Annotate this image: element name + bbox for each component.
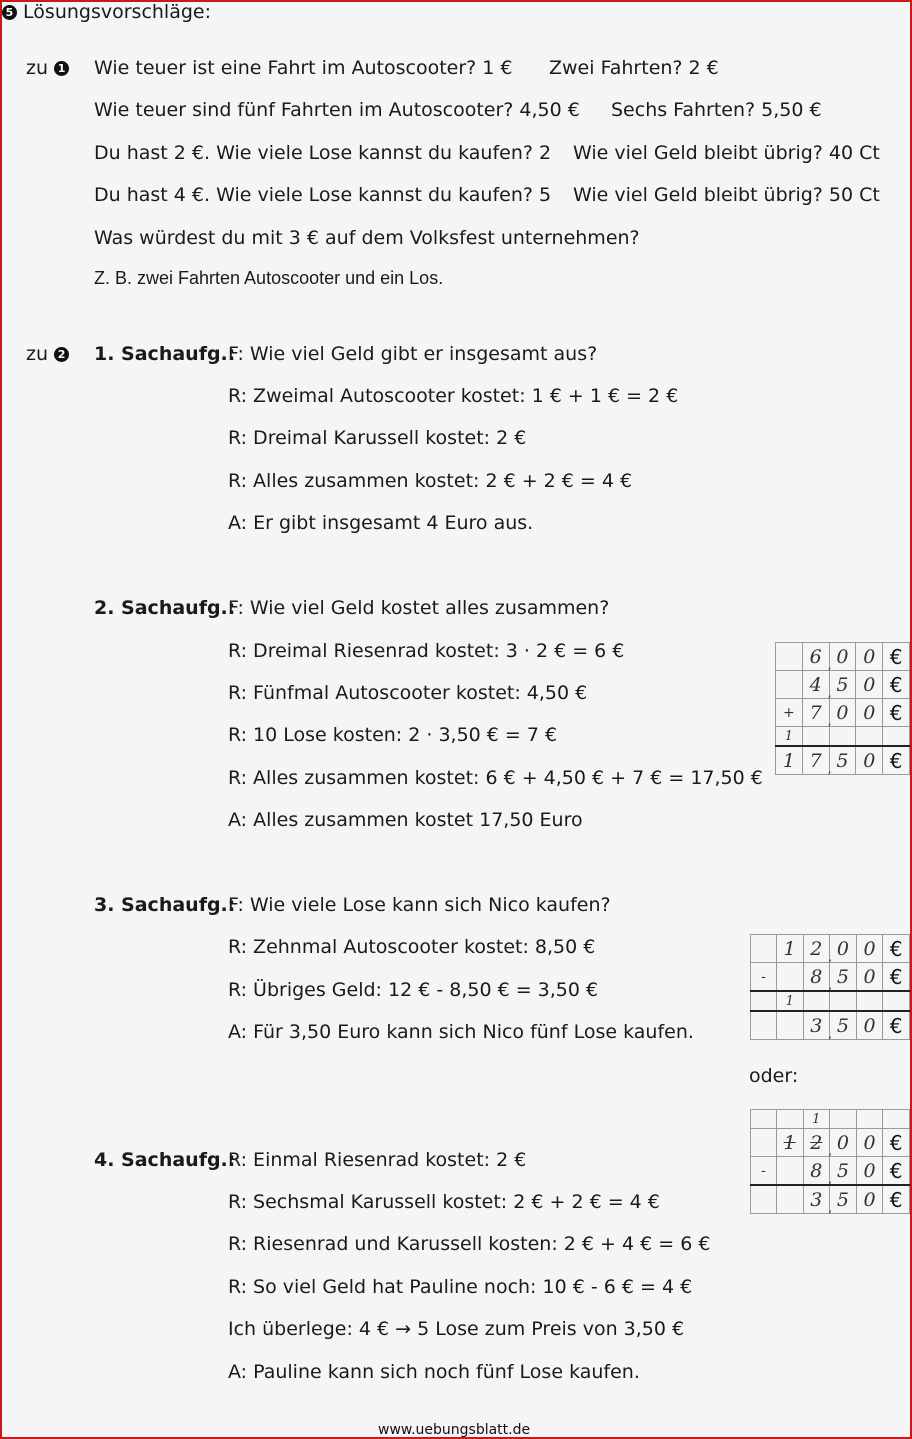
section1-label <box>26 56 69 80</box>
cell <box>776 671 803 699</box>
task1-line-3: R: Dreimal Karussell kostet: 2 € <box>228 427 527 449</box>
subtraction-grid-2 <box>750 1109 910 1214</box>
cell: 0 <box>856 671 883 699</box>
cell <box>751 1129 777 1157</box>
cell <box>776 643 803 671</box>
euro-cell: € <box>883 1185 910 1214</box>
s1-line-2b: Sechs Fahrten? 5,50 € <box>611 99 822 121</box>
cell: 1 <box>776 746 803 775</box>
cell <box>856 1110 883 1129</box>
zu-label: zu <box>26 343 49 365</box>
cell <box>776 1157 803 1186</box>
task3-title: 3. Sachaufg.: <box>94 894 236 916</box>
cell: 5 <box>829 671 856 699</box>
cell: 0 <box>829 699 856 727</box>
cell <box>803 1011 833 1041</box>
s1-line-3: Du hast 2 €. Wie viele Lose kannst du kaufen? 2 <box>94 142 552 164</box>
task4-line-1: R: Einmal Riesenrad kostet: 2 € <box>228 1149 527 1171</box>
comma: , <box>827 686 832 700</box>
comma: , <box>828 1201 833 1215</box>
s1-line-4b: Wie viel Geld bleibt übrig? 50 Ct <box>573 184 880 206</box>
s1-line-1b: Zwei Fahrten? 2 € <box>549 57 719 79</box>
task4-line-4: R: So viel Geld hat Pauline noch: 10 € - 6 € = 4 € <box>228 1276 693 1298</box>
cell: 5 <box>830 963 857 992</box>
cell: 0 <box>830 1129 857 1157</box>
comma: , <box>827 714 832 728</box>
task1-line-2: R: Zweimal Autoscooter kostet: 1 € + 1 € = 2 € <box>228 385 679 407</box>
cell <box>802 699 832 728</box>
cell <box>856 727 883 747</box>
struck-digit: 1 <box>776 1129 803 1157</box>
cell: 0 <box>856 1011 883 1040</box>
cell: 0 <box>856 935 883 963</box>
euro-cell: € <box>883 963 910 992</box>
cell <box>856 991 883 1011</box>
cell <box>776 1110 803 1129</box>
digit: 2 <box>810 1131 823 1154</box>
minus-sign: - <box>751 963 777 992</box>
euro-cell: € <box>883 935 910 963</box>
carry-cell: 1 <box>776 727 803 747</box>
cell <box>803 991 830 1011</box>
cell <box>776 1185 803 1214</box>
cell <box>883 991 910 1011</box>
cell <box>751 991 777 1011</box>
carry-cell: 1 <box>776 991 803 1011</box>
addition-grid <box>775 642 910 775</box>
task2-title: 2. Sachaufg.: <box>94 597 236 619</box>
euro-cell: € <box>883 1157 910 1186</box>
cell: 0 <box>856 1157 883 1186</box>
cell <box>830 991 857 1011</box>
task3-line-3: R: Übriges Geld: 12 € - 8,50 € = 3,50 € <box>228 979 599 1001</box>
cell <box>802 671 832 700</box>
cell <box>802 727 829 747</box>
cell <box>830 1110 857 1129</box>
euro-cell: € <box>883 643 910 671</box>
badge-1: 1 <box>54 61 69 76</box>
heading-text: Lösungsvorschläge: <box>23 1 212 23</box>
section2-label <box>26 342 69 366</box>
cell <box>776 1011 803 1040</box>
cell: 0 <box>856 963 883 992</box>
cell: 0 <box>830 935 857 963</box>
task2-line-5: R: Alles zusammen kostet: 6 € + 4,50 € + 7 € = 17,50 € <box>228 767 763 789</box>
task4-title: 4. Sachaufg.: <box>94 1149 236 1171</box>
comma: , <box>827 762 832 776</box>
cell <box>883 727 910 747</box>
task2-line-1: F: Wie viel Geld kostet alles zusammen? <box>228 597 610 619</box>
badge-2: 2 <box>54 347 69 362</box>
task3-line-1: F: Wie viele Lose kann sich Nico kaufen? <box>228 894 611 916</box>
cell: 5 <box>830 1011 857 1040</box>
comma: , <box>827 658 832 672</box>
comma: , <box>828 978 833 992</box>
cell: 0 <box>856 1129 883 1157</box>
task2-line-2: R: Dreimal Riesenrad kostet: 3 · 2 € = 6 € <box>228 640 625 662</box>
digit: 3 <box>810 1188 823 1211</box>
digit: 7 <box>809 701 822 724</box>
digit: 2 <box>810 937 823 960</box>
cell: 1 <box>776 935 803 963</box>
s1-line-4: Du hast 4 €. Wie viele Lose kannst du kaufen? 5 <box>94 184 552 206</box>
task2-line-4: R: 10 Lose kosten: 2 · 3,50 € = 7 € <box>228 724 558 746</box>
cell: 5 <box>829 746 856 775</box>
cell <box>802 643 832 672</box>
digit: 8 <box>810 1159 823 1182</box>
euro-cell: € <box>883 699 910 727</box>
or-label: oder: <box>749 1065 799 1087</box>
cell <box>803 1157 833 1186</box>
page-heading <box>2 0 211 24</box>
subtraction-grid-1 <box>750 934 910 1040</box>
euro-cell: € <box>883 1011 910 1040</box>
euro-cell: € <box>883 1129 910 1157</box>
struck-digit <box>803 1129 833 1158</box>
zu-label: zu <box>26 57 49 79</box>
cell: 0 <box>856 643 883 671</box>
task4-line-6: A: Pauline kann sich noch fünf Lose kaufen. <box>228 1361 640 1383</box>
comma: , <box>828 1144 833 1158</box>
digit: 8 <box>810 965 823 988</box>
cell <box>803 963 833 992</box>
task4-line-3: R: Riesenrad und Karussell kosten: 2 € + 4 € = 6 € <box>228 1233 711 1255</box>
comma: , <box>828 1027 833 1041</box>
task1-line-1: F: Wie viel Geld gibt er insgesamt aus? <box>228 343 598 365</box>
comma: , <box>828 1172 833 1186</box>
s1-line-6: Z. B. zwei Fahrten Autoscooter und ein Los. <box>94 268 444 288</box>
plus-sign: + <box>776 699 803 727</box>
carry-cell: 1 <box>803 1110 830 1129</box>
cell: 5 <box>830 1157 857 1186</box>
task3-line-4: A: Für 3,50 Euro kann sich Nico fünf Lose kaufen. <box>228 1021 694 1043</box>
s1-line-3b: Wie viel Geld bleibt übrig? 40 Ct <box>573 142 880 164</box>
comma: , <box>828 950 833 964</box>
s1-line-5: Was würdest du mit 3 € auf dem Volksfest unternehmen? <box>94 227 640 249</box>
digit: 7 <box>809 749 822 772</box>
digit: 4 <box>809 673 822 696</box>
cell <box>776 963 803 992</box>
cell: 0 <box>856 1185 883 1214</box>
s1-line-1: Wie teuer ist eine Fahrt im Autoscooter? 1 € <box>94 57 513 79</box>
minus-sign: - <box>751 1157 777 1186</box>
cell <box>802 746 832 776</box>
cell <box>751 1185 777 1214</box>
cell: 5 <box>830 1185 857 1214</box>
cell: 0 <box>856 746 883 775</box>
task2-line-6: A: Alles zusammen kostet 17,50 Euro <box>228 809 583 831</box>
cell <box>751 1011 777 1040</box>
footer-url[interactable]: www.uebungsblatt.de <box>378 1422 531 1438</box>
task2-line-3: R: Fünfmal Autoscooter kostet: 4,50 € <box>228 682 588 704</box>
cell <box>803 935 833 964</box>
s1-line-2: Wie teuer sind fünf Fahrten im Autoscooter? 4,50 € <box>94 99 580 121</box>
euro-cell: € <box>883 671 910 699</box>
task1-title: 1. Sachaufg.: <box>94 343 236 365</box>
euro-cell: € <box>883 746 910 775</box>
cell: 0 <box>856 699 883 727</box>
cell <box>751 935 777 963</box>
digit: 3 <box>810 1014 823 1037</box>
digit: 6 <box>809 645 822 668</box>
task1-line-4: R: Alles zusammen kostet: 2 € + 2 € = 4 € <box>228 470 633 492</box>
cell <box>829 727 856 747</box>
cell: 0 <box>829 643 856 671</box>
cell <box>883 1110 910 1129</box>
task3-line-2: R: Zehnmal Autoscooter kostet: 8,50 € <box>228 936 596 958</box>
badge-5: 5 <box>2 5 17 20</box>
cell <box>751 1110 777 1129</box>
task1-line-5: A: Er gibt insgesamt 4 Euro aus. <box>228 512 534 534</box>
cell <box>803 1185 833 1215</box>
task4-line-2: R: Sechsmal Karussell kostet: 2 € + 2 € = 4 € <box>228 1191 660 1213</box>
task4-line-5: Ich überlege: 4 € → 5 Lose zum Preis von 3,50 € <box>228 1318 685 1340</box>
